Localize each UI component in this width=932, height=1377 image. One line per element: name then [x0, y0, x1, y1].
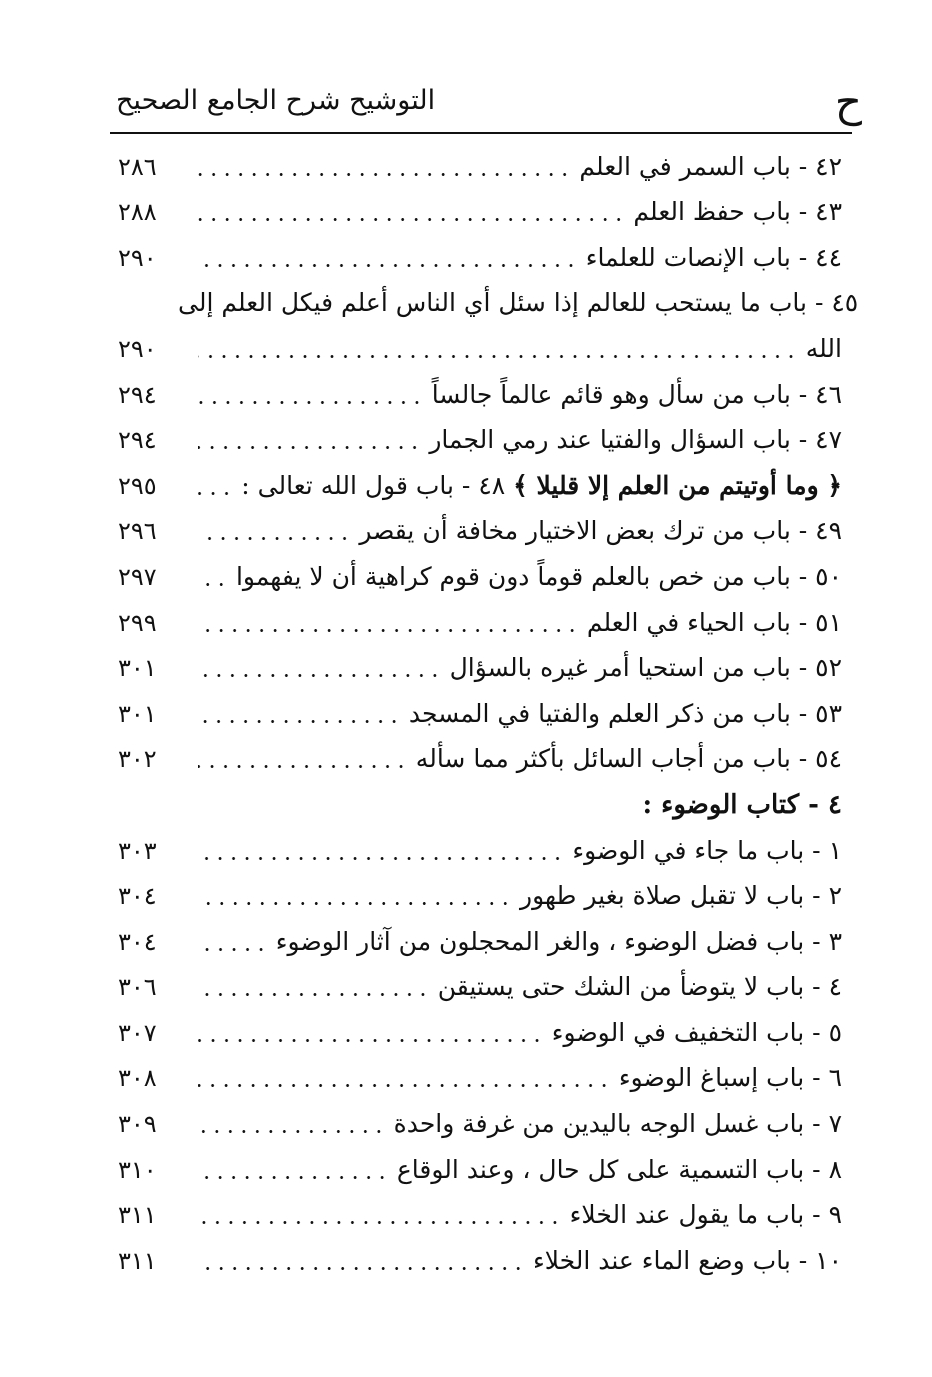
toc-entry: [118, 1191, 842, 1237]
toc-page-number: ٢٩٧: [118, 562, 157, 591]
dot-leader: [198, 197, 625, 227]
toc-entry-title: ٤٩ - باب من ترك بعض الاختيار مخافة أن يقصر: [359, 516, 842, 546]
toc-page-number: ٢٩٦: [118, 517, 157, 546]
dot-leader: [198, 1109, 386, 1139]
toc-entry-title: ١ - باب ما جاء في الوضوء: [572, 835, 842, 865]
table-of-contents: [118, 142, 859, 1282]
dot-leader: [198, 927, 268, 957]
toc-entry-title: ٤٢ - باب السمر في العلم: [579, 151, 842, 181]
toc-entry: [118, 689, 842, 735]
toc-page-number: ٣١٠: [118, 1155, 157, 1184]
toc-entry-title: ٤٤ - باب الإنصات للعلماء: [585, 242, 842, 272]
toc-entry: [118, 416, 842, 462]
dot-leader: [198, 152, 571, 182]
dot-leader: [198, 836, 564, 866]
dot-leader: [198, 334, 798, 364]
toc-entry-title: ٤٥ - باب ما يستحب للعالم إذا سئل أي الناس أعلم فيكل العلم إلى: [178, 288, 859, 318]
toc-entry-continuation: [118, 324, 842, 370]
page-letter: ح: [834, 77, 862, 126]
toc-entry-title: ١٠ - باب وضع الماء عند الخلاء: [532, 1245, 842, 1275]
toc-entry: [118, 872, 842, 918]
dot-leader: [198, 1246, 525, 1276]
toc-page-number: ٣١١: [118, 1246, 157, 1275]
book-title: التوشيح شرح الجامع الصحيح: [116, 85, 436, 116]
toc-entry: [118, 370, 842, 416]
toc-page-number: ٣٠٨: [118, 1064, 157, 1093]
dot-leader: [198, 425, 421, 455]
dot-leader: [198, 653, 442, 683]
toc-page-number: ٣١١: [118, 1201, 157, 1230]
toc-page-number: ٢٩٥: [118, 471, 157, 500]
dot-leader: [198, 881, 512, 911]
toc-page-number: ٣٠٤: [118, 882, 157, 911]
toc-entry: [118, 552, 842, 598]
toc-page-number: ٢٩٠: [118, 334, 157, 363]
toc-entry-title: ٣ - باب فضل الوضوء ، والغر المحجلون من آثار الوضوء: [275, 926, 842, 956]
toc-page-number: ٣٠٤: [118, 927, 157, 956]
dot-leader: [198, 699, 401, 729]
toc-entry: [118, 188, 842, 234]
dot-leader: [198, 744, 408, 774]
toc-entry-title: ٥٤ - باب من أجاب السائل بأكثر مما سأله: [415, 744, 842, 774]
dot-leader: [198, 380, 424, 410]
dot-leader: [198, 608, 579, 638]
toc-entry-title: ٢ - باب لا تقبل صلاة بغير طهور: [520, 881, 842, 911]
toc-page-number: ٣٠٧: [118, 1018, 157, 1047]
toc-entry-title-text: ٤٨ - باب قول الله تعالى :: [241, 470, 506, 500]
toc-entry-title: ٤ - باب لا يتوضأ من الشك حتى يستيقن: [437, 972, 842, 1002]
toc-entry-title: [241, 471, 842, 501]
dot-leader: [198, 972, 430, 1002]
toc-entry-title: ٤٣ - باب حفظ العلم: [633, 197, 842, 227]
toc-page-number: ٣٠١: [118, 699, 157, 728]
toc-entry: [118, 917, 842, 963]
section-heading-row: [118, 780, 842, 826]
dot-leader: [198, 1200, 562, 1230]
toc-entry: [118, 598, 842, 644]
toc-entry: [118, 279, 859, 325]
toc-page-number: ٣٠٣: [118, 836, 157, 865]
toc-entry-title: ٤٧ - باب السؤال والفتيا عند رمي الجمار: [429, 425, 842, 455]
toc-page-number: ٢٩٩: [118, 608, 157, 637]
dot-leader: [198, 516, 351, 546]
dot-leader: [198, 1063, 611, 1093]
toc-page-number: ٢٨٦: [118, 152, 157, 181]
toc-entry: [118, 963, 842, 1009]
toc-entry: [118, 1054, 842, 1100]
toc-page-number: ٢٨٨: [118, 198, 157, 227]
toc-entry: [118, 1099, 842, 1145]
section-heading: ٤ - كتاب الوضوء :: [642, 789, 842, 820]
toc-entry-title: ٨ - باب التسمية على كل حال ، وعند الوقاع: [396, 1154, 842, 1184]
toc-page-number: ٢٩٤: [118, 426, 157, 455]
toc-entry-title: ٥٢ - باب من استحيا أمر غيره بالسؤال: [449, 653, 842, 683]
dot-leader: [198, 1155, 389, 1185]
toc-entry-title: ٥ - باب التخفيف في الوضوء: [551, 1017, 842, 1047]
toc-entry: [118, 1008, 842, 1054]
toc-entry-title: ٤٦ - باب من سأل وهو قائم عالماً جالساً: [431, 379, 842, 409]
dot-leader: [198, 243, 578, 273]
toc-page-number: ٣٠١: [118, 654, 157, 683]
toc-page-number: ٣٠٦: [118, 973, 157, 1002]
toc-entry: [118, 1236, 842, 1282]
toc-entry-title: ٩ - باب ما يقول عند الخلاء: [569, 1200, 842, 1230]
toc-entry: [118, 142, 842, 188]
toc-entry: [118, 461, 842, 507]
quran-quote: ﴿ وما أوتيتم من العلم إلا قليلا ﴾: [513, 470, 842, 500]
toc-page-number: ٣٠٩: [118, 1110, 157, 1139]
toc-entry-title: ٧ - باب غسل الوجه باليدين من غرفة واحدة: [393, 1109, 842, 1139]
dot-leader: [198, 471, 233, 501]
dot-leader: [198, 1018, 544, 1048]
toc-entry: [118, 1145, 842, 1191]
toc-entry: [118, 644, 842, 690]
toc-page-number: ٣٠٢: [118, 745, 157, 774]
toc-entry-title: ٥٣ - باب من ذكر العلم والفتيا في المسجد: [408, 698, 842, 728]
toc-entry-continuation-text: الله: [805, 333, 842, 363]
toc-entry: [118, 826, 842, 872]
toc-page-number: ٢٩٠: [118, 243, 157, 272]
toc-entry: [118, 507, 842, 553]
page-header: [110, 74, 862, 134]
toc-entry-title: ٦ - باب إسباغ الوضوء: [618, 1063, 842, 1093]
toc-entry: [118, 233, 842, 279]
toc-page-number: ٢٩٤: [118, 380, 157, 409]
dot-leader: [198, 562, 228, 592]
toc-entry-title: ٥٠ - باب من خص بالعلم قوماً دون قوم كراهية أن لا يفهموا: [235, 561, 842, 591]
toc-entry: [118, 735, 842, 781]
toc-entry-title: ٥١ - باب الحياء في العلم: [586, 607, 842, 637]
